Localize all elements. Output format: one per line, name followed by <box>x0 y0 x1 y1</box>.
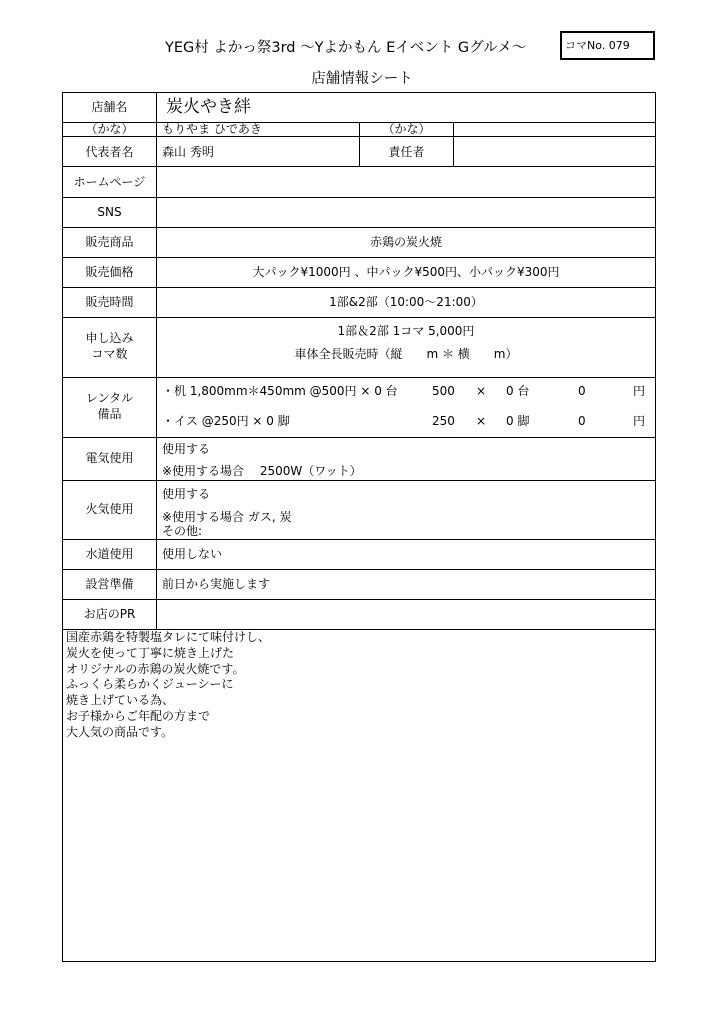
yen-unit: 円 <box>633 414 646 428</box>
koma-count-label: コマ数 <box>91 347 128 361</box>
equipment-label: 備品 <box>97 407 122 421</box>
pr-line: お子様からご年配の方まで <box>66 708 211 723</box>
price-value: 大パック¥1000円 、中パック¥500円、小パック¥300円 <box>252 265 560 279</box>
fire-other: その他: <box>162 524 203 538</box>
kana-label-2: （かな） <box>382 122 431 136</box>
price-label: 販売価格 <box>85 265 134 279</box>
store-name-label: 店舗名 <box>91 100 128 114</box>
hours-value: 1部&2部（10:00〜21:00） <box>329 295 483 309</box>
pr-text <box>66 630 270 741</box>
vehicle-size-line: 車体全長販売時（縦 m ＊ 横 m） <box>294 347 518 361</box>
row-divider <box>63 539 655 540</box>
row-divider <box>63 317 655 318</box>
pr-label: お店のPR <box>83 607 136 621</box>
pr-line: 炭火を使って丁寧に焼き上げた <box>66 645 235 660</box>
electricity-label: 電気使用 <box>85 451 134 465</box>
rental-unit-price: 500 <box>432 384 455 398</box>
application-fee-line: 1部＆2部 1コマ 5,000円 <box>337 324 475 338</box>
water-value: 使用しない <box>162 547 223 561</box>
pr-line: 焼き上げている為、 <box>66 693 175 708</box>
electricity-usage: 使用する <box>162 442 211 456</box>
application-label: 申し込み <box>85 331 134 345</box>
product-value: 赤鶏の炭火焼 <box>369 235 442 249</box>
multiply-sign: × <box>476 414 487 428</box>
fire-usage: 使用する <box>162 487 211 501</box>
rental-unit-price: 250 <box>432 414 455 428</box>
rental-total: 0 <box>578 414 586 428</box>
fire-label: 火気使用 <box>85 502 134 516</box>
kana-label: （かな） <box>85 122 134 136</box>
setup-label: 設営準備 <box>85 577 134 591</box>
column-divider <box>453 122 454 167</box>
sns-label: SNS <box>97 205 122 219</box>
pr-line: ふっくら柔らかくジューシーに <box>66 677 234 692</box>
row-divider <box>63 480 655 481</box>
store-info-form <box>62 92 656 962</box>
fire-fuel: ※使用する場合 ガス, 炭 <box>162 510 292 524</box>
water-label: 水道使用 <box>85 547 134 561</box>
electricity-wattage: ※使用する場合 2500W（ワット） <box>162 464 362 478</box>
setup-value: 前日から実施します <box>162 577 271 591</box>
representative-value: 森山 秀明 <box>162 145 214 159</box>
homepage-label: ホームページ <box>73 175 146 189</box>
hours-label: 販売時間 <box>85 295 134 309</box>
row-divider <box>63 197 655 198</box>
product-label: 販売商品 <box>85 235 134 249</box>
multiply-sign: × <box>476 384 487 398</box>
manager-label: 責任者 <box>388 145 425 159</box>
pr-line: 大人気の商品です。 <box>66 724 174 739</box>
document-title: YEG村 よかっ祭3rd 〜Yよかもん Eイベント Gグルメ〜 <box>165 40 527 56</box>
sheet-subtitle: 店舗情報シート <box>311 71 413 87</box>
rental-item-desk: ・机 1,800mm＊450mm @500円 × 0 台 <box>162 384 398 398</box>
rental-label: レンタル <box>85 391 134 405</box>
row-divider <box>63 287 655 288</box>
yen-unit: 円 <box>633 384 646 398</box>
row-divider <box>63 257 655 258</box>
pr-line: オリジナルの赤鶏の炭火焼です。 <box>66 661 245 676</box>
row-divider <box>63 569 655 570</box>
row-divider <box>63 227 655 228</box>
rental-quantity: 0 脚 <box>506 414 530 428</box>
row-divider <box>63 437 655 438</box>
label-column-divider <box>156 93 157 629</box>
row-divider <box>63 377 655 378</box>
kana-value: もりやま ひであき <box>162 122 262 136</box>
row-divider <box>63 599 655 600</box>
rental-item-chair: ・イス @250円 × 0 脚 <box>162 414 290 428</box>
store-name-value: 炭火やき絆 <box>166 97 251 117</box>
rental-quantity: 0 台 <box>506 384 530 398</box>
representative-label: 代表者名 <box>85 145 134 159</box>
koma-number-box: コマNo. 079 <box>560 31 655 60</box>
pr-line: 国産赤鶏を特製塩タレにて味付けし、 <box>66 630 271 644</box>
rental-total: 0 <box>578 384 586 398</box>
